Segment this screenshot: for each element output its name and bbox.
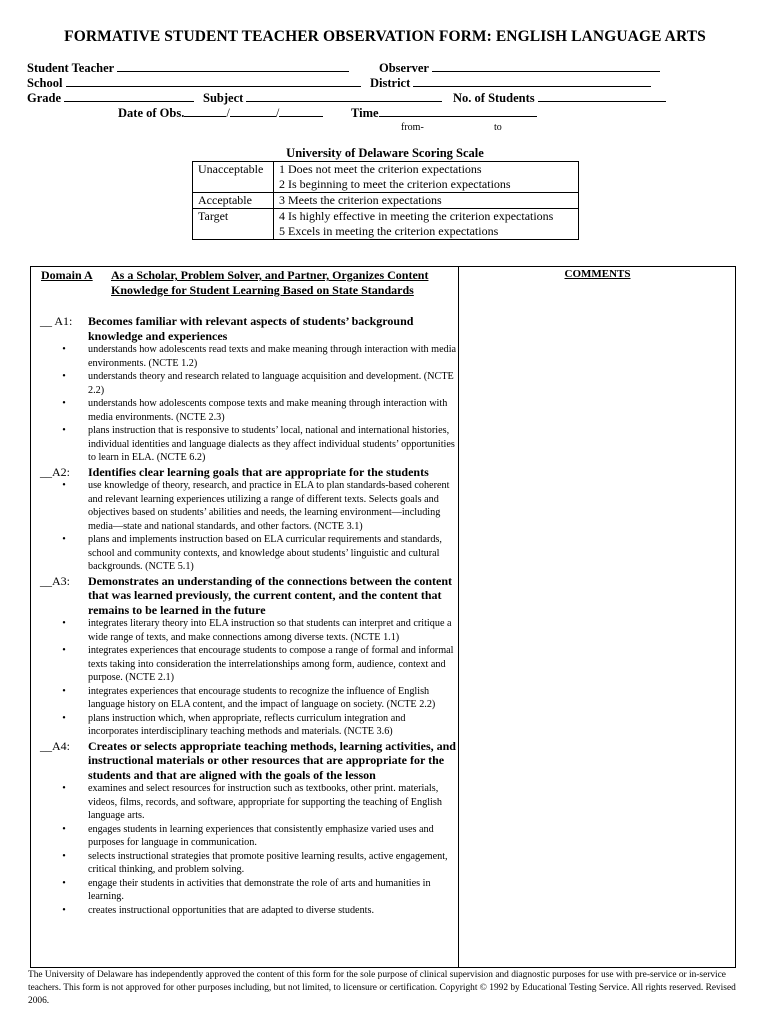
time-field[interactable] (351, 105, 537, 121)
scale-row-items (274, 209, 579, 240)
bullet-icon: • (62, 685, 66, 697)
student-teacher-field[interactable] (27, 60, 349, 76)
subject-line[interactable] (246, 90, 442, 102)
scale-row-label: Unacceptable (193, 162, 274, 193)
scale-row (193, 193, 579, 209)
standard-code[interactable]: __A3: (40, 573, 70, 588)
bullet-icon: • (62, 850, 66, 862)
bullet-item (40, 904, 458, 918)
date-label: Date of Obs. (118, 106, 185, 120)
scale-item: 1 Does not meet the criterion expectations (279, 162, 482, 176)
bullet-icon: • (62, 823, 66, 835)
bullet-text: understands how adolescents compose texts and make meaning through interaction with media environments. (NCTE 2.3) (88, 398, 448, 423)
school-field[interactable] (27, 75, 361, 91)
bullet-item (40, 397, 458, 424)
standard-heading (40, 465, 458, 480)
bullet-icon: • (62, 712, 66, 724)
standard-code[interactable]: __A2: (40, 464, 70, 479)
form-title: FORMATIVE STUDENT TEACHER OBSERVATION FORM: ENGLISH LANGUAGE ARTS (64, 28, 706, 45)
bullet-icon: • (62, 425, 66, 436)
bullet-text: engages students in learning experiences that consistently emphasize varied uses and purposes for language in communication. (88, 823, 434, 848)
grade-label: Grade (27, 91, 62, 105)
bullet-icon: • (62, 904, 66, 916)
bullet-text: integrates literary theory into ELA instruction so that students can interpret and critique a wide range of texts, and make connections among diverse texts. (NCTE 1.1) (88, 618, 452, 643)
time-to-label: to (494, 122, 502, 133)
bullet-icon: • (62, 877, 66, 889)
date-field[interactable] (118, 105, 323, 121)
standard-bullets (40, 617, 458, 739)
standard-bullets (40, 782, 458, 917)
bullet-item (40, 370, 458, 397)
standard-code[interactable]: __ A1: (40, 314, 73, 328)
scale-row (193, 162, 579, 193)
district-line[interactable] (413, 75, 651, 87)
district-label: District (370, 76, 411, 90)
bullet-item (40, 877, 458, 904)
standard-title: Creates or selects appropriate teaching methods, learning activities, and instructional materials or other resources that are appropriate for the students and that are aligned with the goals of the lesson (88, 738, 456, 782)
bullet-text: creates instructional opportunities that are adapted to diverse students. (88, 904, 375, 916)
grade-field[interactable] (27, 90, 194, 106)
grade-line[interactable] (64, 90, 194, 102)
scale-item: 2 Is beginning to meet the criterion expectations (279, 177, 511, 191)
scale-item: 3 Meets the criterion expectations (279, 193, 442, 207)
bullet-text: plans instruction that is responsive to students’ local, national and international histories, individual identities and language dialects as they affect individual students’ opportunities to learn in ELA. (NCTE 6.2) (88, 425, 455, 463)
standard-heading (40, 314, 458, 343)
scale-row-label: Acceptable (193, 193, 274, 209)
bullet-item (40, 343, 458, 370)
column-divider (458, 266, 459, 968)
bullet-item (40, 850, 458, 877)
scale-item: 5 Excels in meeting the criterion expectations (279, 224, 499, 238)
bullet-icon: • (62, 618, 66, 629)
copyright-footer: The University of Delaware has independently approved the content of this form for the sole purpose of clinical supervision and diagnostic purposes for use with pre-service or in-service teachers. This form is not approved for other purposes including, but not limited, to licensure or certification. Copyright © 1992 by Educational Testing Service. All rights reserved. Revised 2006. (28, 970, 736, 1006)
bullet-icon: • (62, 783, 66, 794)
scale-row (193, 209, 579, 240)
date-month-line[interactable] (184, 105, 226, 117)
comments-column-header: COMMENTS (564, 268, 631, 280)
bullet-text: integrates experiences that encourage students to recognize the influence of English language history on ELA content, and the impact of language on society. (NCTE 2.2) (88, 685, 436, 710)
bullet-text: plans instruction which, when appropriate, reflects curriculum integration and incorporates interdisciplinary teaching methods and materials. (NCTE 3.6) (88, 712, 406, 737)
bullet-icon: • (62, 344, 66, 355)
bullet-item (40, 685, 458, 712)
bullet-text: engage their students in activities that demonstrate the role of arts and humanities in learning. (88, 877, 431, 902)
scale-row-label: Target (193, 209, 274, 240)
standard-bullets (40, 479, 458, 574)
bullet-item (40, 617, 458, 644)
subject-label: Subject (203, 91, 244, 105)
time-line[interactable] (379, 105, 537, 117)
time-from-label: from- (401, 122, 424, 133)
school-line[interactable] (66, 75, 361, 87)
standard-heading (40, 739, 458, 783)
domain-name-text: Domain A (41, 268, 93, 282)
standard-bullets (40, 343, 458, 465)
bullet-item (40, 479, 458, 533)
date-year-line[interactable] (279, 105, 323, 117)
bullet-item (40, 644, 458, 685)
bullet-item (40, 533, 458, 574)
time-label: Time (351, 106, 379, 120)
bullet-item (40, 424, 458, 465)
num-students-line[interactable] (538, 90, 666, 102)
scale-row-items (274, 162, 579, 193)
observer-label: Observer (379, 61, 429, 75)
num-students-field[interactable] (453, 90, 666, 106)
date-day-line[interactable] (230, 105, 276, 117)
observer-field[interactable] (379, 60, 660, 76)
domain-name (41, 268, 93, 283)
bullet-text: selects instructional strategies that promote positive learning results, active engagement, critical thinking, and problem solving. (88, 850, 448, 875)
standard-title: Becomes familiar with relevant aspects of students’ background knowledge and experiences (88, 314, 414, 343)
bullet-text: examines and select resources for instruction such as textbooks, other print. materials, videos, films, records, and software, appropriate for supporting the teaching of English language arts. (88, 783, 442, 821)
subject-field[interactable] (203, 90, 442, 106)
bullet-item (40, 712, 458, 739)
student-teacher-label: Student Teacher (27, 61, 115, 75)
bullet-icon: • (62, 480, 66, 491)
student-teacher-line[interactable] (117, 60, 349, 72)
standard-title: Identifies clear learning goals that are appropriate for the students (88, 464, 429, 479)
bullet-icon: • (62, 371, 66, 382)
bullet-text: integrates experiences that encourage students to compose a range of formal and informal texts taking into consideration the interrelationships among form, audience, context and purpose. (NCTE 2.1) (88, 645, 454, 683)
scoring-scale-table (192, 161, 579, 240)
bullet-icon: • (62, 534, 66, 545)
num-students-label: No. of Students (453, 91, 535, 105)
standard-heading (40, 574, 458, 618)
bullet-text: understands theory and research related to language acquisition and development. (NCTE 2.2) (88, 371, 454, 396)
domain-title: As a Scholar, Problem Solver, and Partner, Organizes Content Knowledge for Student Learning Based on State Standards (111, 268, 429, 297)
domain-content (40, 314, 458, 917)
scale-item: 4 Is highly effective in meeting the criterion expectations (279, 209, 554, 223)
bullet-text: plans and implements instruction based on ELA curricular requirements and standards, school and community contexts, and knowledge about students’ linguistic and cultural backgrounds. (NCTE 5.1) (88, 534, 442, 572)
date-separator: / (275, 106, 280, 120)
bullet-icon: • (62, 398, 66, 409)
scale-row-items (274, 193, 579, 209)
bullet-text: understands how adolescents read texts and make meaning through interaction with media environments. (NCTE 1.2) (88, 344, 457, 369)
standard-title: Demonstrates an understanding of the connections between the content that was learned previously, the current content, and the content that remains to be learned in the future (88, 573, 452, 617)
school-label: School (27, 76, 63, 90)
bullet-item (40, 823, 458, 850)
date-separator: / (226, 106, 230, 120)
observer-line[interactable] (432, 60, 660, 72)
district-field[interactable] (370, 75, 651, 91)
scoring-scale-title: University of Delaware Scoring Scale (286, 146, 484, 160)
bullet-icon: • (62, 645, 66, 656)
standard-code[interactable]: __A4: (40, 738, 70, 753)
bullet-item (40, 782, 458, 823)
bullet-text: use knowledge of theory, research, and practice in ELA to plan standards-based coherent and relevant learning experiences utilizing a range of different texts. Selects goals and objectives based on students’ abilities and needs, the learning environment—including media—state and national standards, and other factors. (NCTE 3.1) (88, 480, 450, 532)
